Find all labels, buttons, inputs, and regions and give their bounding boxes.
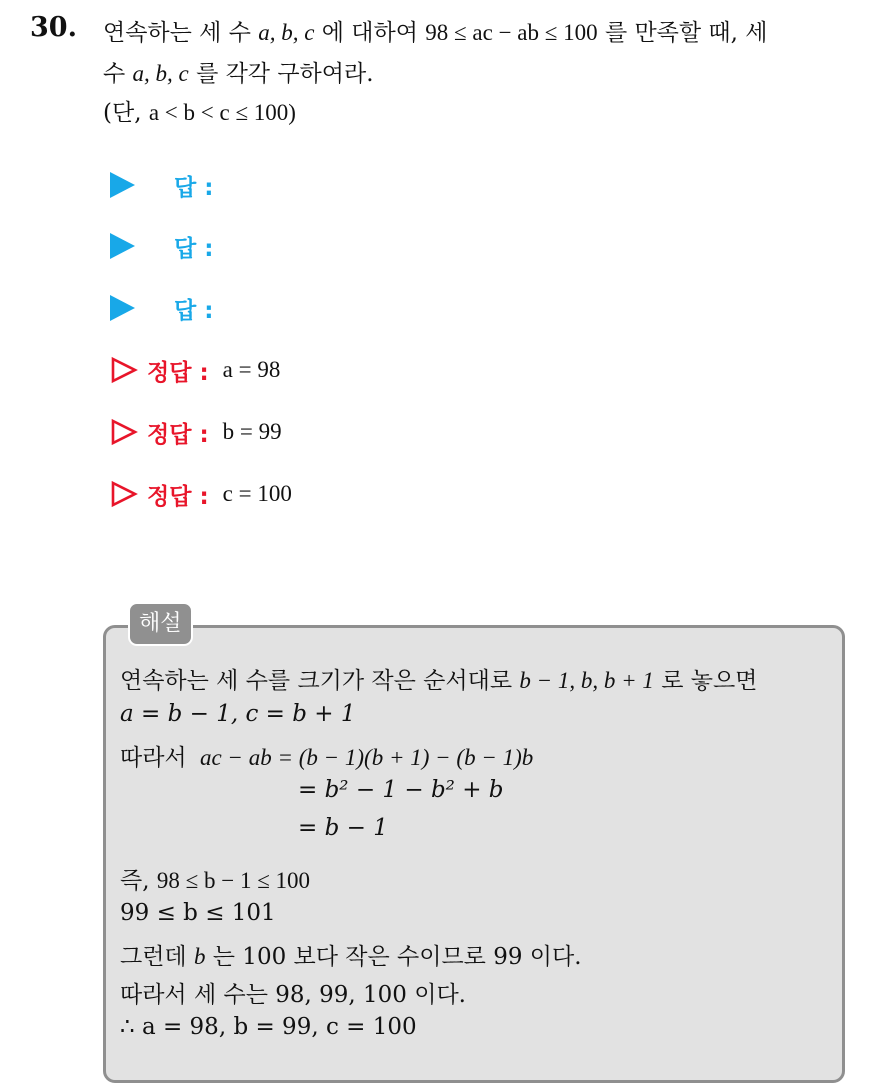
solution-value: a = 98 [222,357,281,382]
question-inequality: 98 ≤ ac − ab ≤ 100 [425,20,598,45]
question-text: 에 대하여 [321,20,418,46]
explanation-text: 는 100 보다 작은 수이므로 99 이다. [212,944,582,970]
solution-row-3 [110,474,292,514]
question-line-1 [103,14,768,47]
question-text: 를 만족할 때, 세 [604,20,768,46]
explanation-text: 따라서 [120,745,187,771]
solution-row-2 [110,412,282,452]
play-triangle-icon [110,233,135,259]
answer-label: 답 : [174,297,214,324]
explanation-math: 98 ≤ b − 1 ≤ 100 [156,868,311,893]
explanation-line-7: 99 ≤ b ≤ 101 [120,900,276,926]
question-text: 연속하는 세 수 [103,20,251,46]
solution-label: 정답 : [147,421,209,448]
question-text: 를 각각 구하여라. [196,61,374,87]
question-variables: a, b, c [132,61,189,86]
play-triangle-icon [110,172,135,198]
play-triangle-icon [110,295,135,321]
explanation-line-2: a = b − 1, c = b + 1 [120,701,356,727]
explanation-tab: 해설 [128,602,193,646]
explanation-text: 연속하는 세 수를 크기가 작은 순서대로 [120,668,513,694]
question-condition [103,94,296,127]
question-variables: a, b, c [258,20,315,45]
question-line-2 [103,55,374,88]
explanation-line-3 [120,739,533,772]
explanation-math: b [193,944,206,969]
answer-row-2[interactable] [110,226,213,266]
solution-row-1 [110,350,280,390]
explanation-text: 즉, [120,868,150,894]
explanation-line-4: = b² − 1 − b² + b [298,777,504,803]
explanation-line-8 [120,938,582,971]
condition-math: a < b < c ≤ 100) [148,100,296,125]
explanation-line-1 [120,662,757,695]
solution-value: b = 99 [222,419,282,444]
solution-label: 정답 : [147,359,209,386]
question-text: 수 [103,61,126,87]
explanation-line-9: 따라서 세 수는 98, 99, 100 이다. [120,982,466,1008]
answer-label: 답 : [174,174,214,201]
outline-triangle-icon [110,418,138,446]
explanation-line-5: = b − 1 [298,815,388,841]
solution-label: 정답 : [147,483,209,510]
outline-triangle-icon [110,480,138,508]
explanation-text: 로 놓으면 [661,668,758,694]
explanation-line-10: ∴ a = 98, b = 99, c = 100 [120,1014,417,1040]
answer-row-3[interactable] [110,288,213,328]
outline-triangle-icon [110,356,138,384]
condition-prefix: (단, [103,100,142,126]
explanation-math: ac − ab = (b − 1)(b + 1) − (b − 1)b [199,745,534,770]
solution-value: c = 100 [222,481,292,506]
explanation-line-6 [120,862,310,895]
answer-row-1[interactable] [110,165,213,205]
explanation-math: b − 1, b, b + 1 [519,668,654,693]
answer-label: 답 : [174,235,214,262]
question-number: 30. [30,12,77,43]
explanation-text: 그런데 [120,944,187,970]
